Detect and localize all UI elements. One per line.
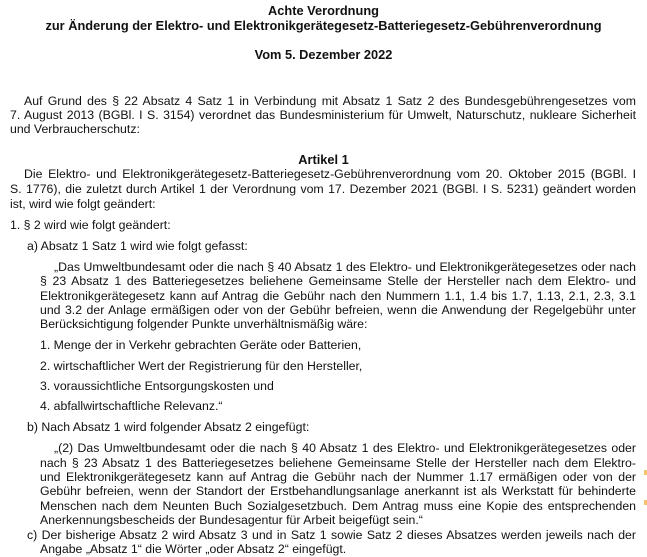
article-intro-line: Die Elektro- und Elektronikgerätegesetz-Batteriegesetz-Gebührenverordnung vom 20. Oktober 2015 (BGBl. I — [24, 167, 636, 181]
quote-line: Anerkennungsbescheids der Bundesagentur für Arbeit beigefügt sein.“ — [40, 513, 423, 527]
preamble-line: 7. August 2013 (BGBl. I S. 3154) verordnet das Bundesministerium für Umwelt, Naturschutz, nukleare Sicherheit — [10, 108, 636, 122]
quote-point: 3. voraussichtliche Entsorgungskosten und — [40, 379, 274, 393]
document-date: Vom 5. Dezember 2022 — [254, 47, 393, 62]
sub-item-c-label: c) Der bisherige Absatz 2 wird Absatz 3 und in Satz 1 sowie Satz 2 dieses Absatzes werden jeweils nach der — [27, 528, 636, 542]
quote-line: Menschen nach dem Neunten Buch Sozialgesetzbuch. Dem Antrag muss eine Kopie des entsprechenden — [40, 499, 636, 513]
quote-line: Gebühr befreien, wenn der Standort der Erstbehandlungsanlage anerkannt ist als Werkstatt für behinderte — [40, 484, 636, 498]
list-item-1: 1. § 2 wird wie folgt geändert: — [10, 218, 171, 232]
quote-line: „Das Umweltbundesamt oder die nach § 40 Absatz 1 des Elektro- und Elektronikgerätegesetzes oder nach — [54, 260, 636, 274]
article-intro-line: S. 1776), die zuletzt durch Artikel 1 der Verordnung vom 17. Dezember 2021 (BGBl. I S. 5231) geändert worden — [10, 182, 636, 196]
quote-line: „(2) Das Umweltbundesamt oder die nach § 40 Absatz 1 des Elektro- und Elektronikgerätegesetzes oder — [54, 441, 636, 455]
sub-item-a-label: a) Absatz 1 Satz 1 wird wie folgt gefasst: — [27, 239, 248, 253]
article-intro-line: ist, wird wie folgt geändert: — [10, 197, 156, 211]
quote-point: 2. wirtschaftlicher Wert der Registrierung für den Hersteller, — [40, 359, 363, 373]
quote-line: Berücksichtigung folgender Punkte unverhältnismäßig wäre: — [40, 317, 368, 331]
article-title: Artikel 1 — [298, 152, 349, 167]
preamble-line: und Verbraucherschutz: — [10, 122, 140, 136]
sub-item-c-label: Angabe „Absatz 1“ die Wörter „oder Absatz 2“ eingefügt. — [40, 542, 347, 556]
quote-line: und 3.2 der Anlage ermäßigen oder von der Gebühr befreien, wenn die Anwendung der Regelgebühr unter — [40, 303, 636, 317]
quote-line: Elektronikgerätegesetz kann auf Antrag die Gebühr nach den Nummern 1.1, 1.4 bis 1.7, 1.13, 2.1, 2.3, 3.1 — [40, 289, 636, 303]
quote-point: 4. abfallwirtschaftliche Relevanz.“ — [40, 399, 223, 413]
sub-item-b-label: b) Nach Absatz 1 wird folgender Absatz 2 eingefügt: — [27, 420, 310, 434]
quote-point: 1. Menge der in Verkehr gebrachten Geräte oder Batterien, — [40, 338, 362, 352]
quote-line: nach § 23 Absatz 1 des Batteriegesetzes beliehene Gemeinsame Stelle der Hersteller nach dem Elektro- — [40, 456, 636, 470]
preamble-line: Auf Grund des § 22 Absatz 4 Satz 1 in Verbindung mit Absatz 1 Satz 2 des Bundesgebührengesetzes vom — [24, 94, 636, 108]
document-title: Achte Verordnung — [268, 3, 379, 18]
quote-line: und Elektronikgerätegesetz kann auf Antrag die Gebühr nach der Nummer 1.17 ermäßigen oder von der — [40, 470, 636, 484]
quote-line: § 23 Absatz 1 des Batteriegesetzes beliehene Gemeinsame Stelle der Hersteller nach dem Elektro- und — [40, 274, 636, 288]
document-subtitle: zur Änderung der Elektro- und Elektronikgerätegesetz-Batteriegesetz-Gebührenverordnung — [45, 18, 602, 33]
